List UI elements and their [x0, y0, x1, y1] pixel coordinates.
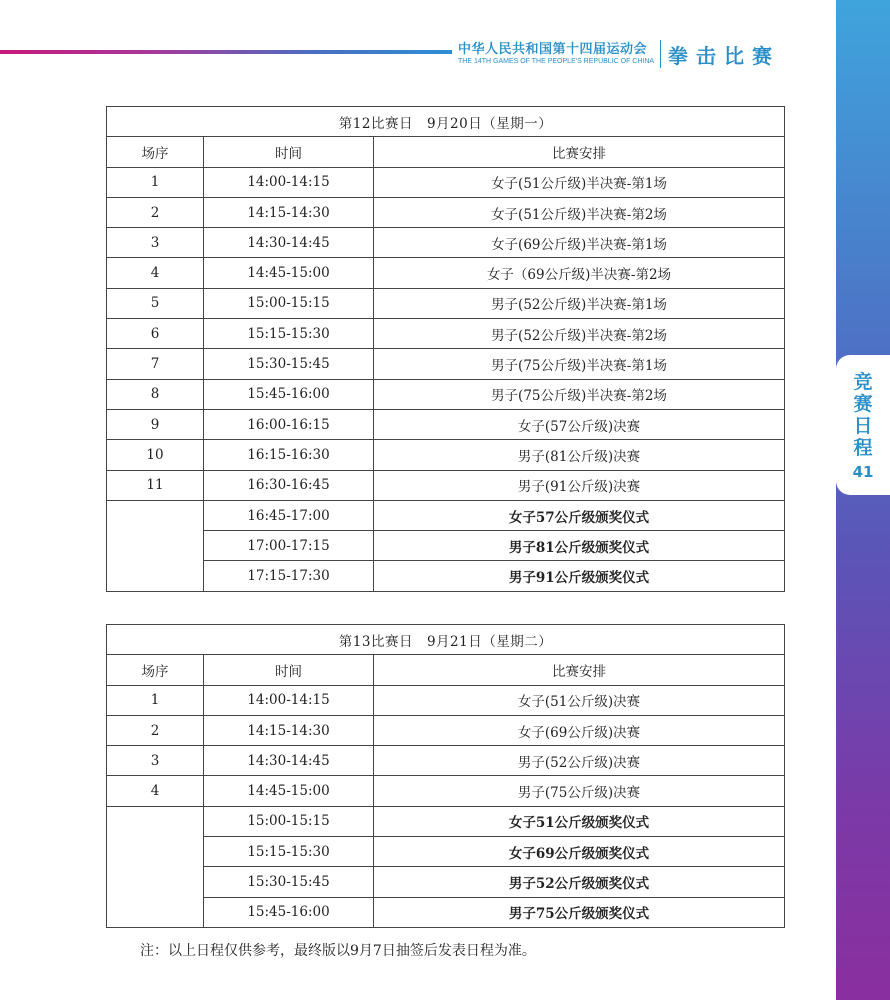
table-header-row	[107, 655, 785, 685]
section-char: 赛	[853, 393, 873, 415]
bout-number: 9	[107, 409, 204, 439]
table-row	[107, 319, 785, 349]
bout-event: 男子(52公斤级)半决赛-第2场	[374, 319, 785, 349]
table-title: 第12比赛日 9月20日（星期一）	[107, 107, 785, 137]
schedule-table-day13	[106, 624, 785, 928]
bout-event: 女子(69公斤级)半决赛-第1场	[374, 228, 785, 258]
award-ceremony: 女子51公斤级颁奖仪式	[374, 806, 785, 836]
table-title-row	[107, 107, 785, 137]
bout-time: 15:15-15:30	[204, 319, 374, 349]
bout-number: 3	[107, 228, 204, 258]
table-header-row	[107, 137, 785, 167]
bout-number: 6	[107, 319, 204, 349]
bout-event: 男子(75公斤级)半决赛-第1场	[374, 349, 785, 379]
table-row	[107, 685, 785, 715]
bout-number: 1	[107, 167, 204, 197]
table-title-row	[107, 625, 785, 655]
column-header-no: 场序	[107, 655, 204, 685]
bout-time: 14:45-15:00	[204, 776, 374, 806]
page-title: 拳击比赛	[668, 44, 780, 68]
bout-event: 女子(51公斤级)半决赛-第1场	[374, 167, 785, 197]
table-row	[107, 715, 785, 745]
bout-number: 11	[107, 470, 204, 500]
bout-number: 5	[107, 288, 204, 318]
table-row	[107, 379, 785, 409]
header-gradient-line	[0, 50, 452, 54]
page-number: 41	[852, 463, 874, 481]
award-ceremony: 女子57公斤级颁奖仪式	[374, 500, 785, 530]
award-ceremony: 男子91公斤级颁奖仪式	[374, 561, 785, 591]
section-label	[836, 355, 890, 459]
bout-time: 16:00-16:15	[204, 409, 374, 439]
award-row	[107, 897, 785, 927]
schedule-note: 注：以上日程仅供参考，最终版以9月7日抽签后发表日程为准。	[140, 943, 536, 959]
bout-time: 14:00-14:15	[204, 685, 374, 715]
award-ceremony: 男子75公斤级颁奖仪式	[374, 897, 785, 927]
section-char: 日	[853, 415, 873, 437]
bout-time: 15:45-16:00	[204, 379, 374, 409]
sidebar-gradient-band	[836, 0, 890, 1000]
bout-time: 14:30-14:45	[204, 746, 374, 776]
bout-number: 4	[107, 258, 204, 288]
award-time: 15:45-16:00	[204, 897, 374, 927]
award-time: 16:45-17:00	[204, 500, 374, 530]
table-row	[107, 409, 785, 439]
header-divider	[660, 40, 661, 68]
award-ceremony: 女子69公斤级颁奖仪式	[374, 837, 785, 867]
award-row	[107, 867, 785, 897]
table-row	[107, 349, 785, 379]
award-merged-cell	[107, 806, 204, 927]
award-time: 17:00-17:15	[204, 531, 374, 561]
award-time: 17:15-17:30	[204, 561, 374, 591]
bout-event: 男子(52公斤级)半决赛-第1场	[374, 288, 785, 318]
column-header-event: 比赛安排	[374, 655, 785, 685]
table-row	[107, 228, 785, 258]
award-row	[107, 806, 785, 836]
award-row	[107, 531, 785, 561]
table-row	[107, 167, 785, 197]
bout-event: 女子(69公斤级)决赛	[374, 715, 785, 745]
award-row	[107, 561, 785, 591]
award-ceremony: 男子52公斤级颁奖仪式	[374, 867, 785, 897]
games-name-cn: 中华人民共和国第十四届运动会	[458, 42, 648, 57]
bout-event: 男子(52公斤级)决赛	[374, 746, 785, 776]
column-header-time: 时间	[204, 655, 374, 685]
column-header-no: 场序	[107, 137, 204, 167]
table-row	[107, 258, 785, 288]
bout-event: 女子(51公斤级)决赛	[374, 685, 785, 715]
table-row	[107, 440, 785, 470]
bout-event: 女子（69公斤级)半决赛-第2场	[374, 258, 785, 288]
table-row	[107, 288, 785, 318]
section-tab	[836, 355, 890, 495]
bout-time: 15:30-15:45	[204, 349, 374, 379]
award-time: 15:15-15:30	[204, 837, 374, 867]
section-char: 竞	[853, 371, 873, 393]
bout-time: 14:45-15:00	[204, 258, 374, 288]
column-header-event: 比赛安排	[374, 137, 785, 167]
bout-number: 2	[107, 197, 204, 227]
award-time: 15:00-15:15	[204, 806, 374, 836]
bout-number: 7	[107, 349, 204, 379]
games-name-en: THE 14TH GAMES OF THE PEOPLE'S REPUBLIC OF CHINA	[458, 58, 655, 65]
bout-number: 2	[107, 715, 204, 745]
award-time: 15:30-15:45	[204, 867, 374, 897]
bout-event: 男子(81公斤级)决赛	[374, 440, 785, 470]
bout-time: 14:15-14:30	[204, 715, 374, 745]
award-ceremony: 男子81公斤级颁奖仪式	[374, 531, 785, 561]
bout-number: 1	[107, 685, 204, 715]
table-row	[107, 746, 785, 776]
award-row	[107, 837, 785, 867]
bout-time: 16:30-16:45	[204, 470, 374, 500]
section-char: 程	[853, 437, 873, 459]
bout-time: 16:15-16:30	[204, 440, 374, 470]
bout-event: 女子(57公斤级)决赛	[374, 409, 785, 439]
bout-event: 女子(51公斤级)半决赛-第2场	[374, 197, 785, 227]
bout-event: 男子(75公斤级)半决赛-第2场	[374, 379, 785, 409]
bout-number: 10	[107, 440, 204, 470]
bout-time: 14:30-14:45	[204, 228, 374, 258]
bout-number: 8	[107, 379, 204, 409]
bout-number: 4	[107, 776, 204, 806]
table-row	[107, 776, 785, 806]
bout-event: 男子(91公斤级)决赛	[374, 470, 785, 500]
award-row	[107, 500, 785, 530]
table-row	[107, 470, 785, 500]
table-title: 第13比赛日 9月21日（星期二）	[107, 625, 785, 655]
bout-time: 14:15-14:30	[204, 197, 374, 227]
bout-number: 3	[107, 746, 204, 776]
bout-time: 14:00-14:15	[204, 167, 374, 197]
bout-time: 15:00-15:15	[204, 288, 374, 318]
bout-event: 男子(75公斤级)决赛	[374, 776, 785, 806]
award-merged-cell	[107, 500, 204, 591]
schedule-table-day12	[106, 106, 785, 592]
games-branding	[458, 38, 658, 65]
column-header-time: 时间	[204, 137, 374, 167]
table-row	[107, 197, 785, 227]
